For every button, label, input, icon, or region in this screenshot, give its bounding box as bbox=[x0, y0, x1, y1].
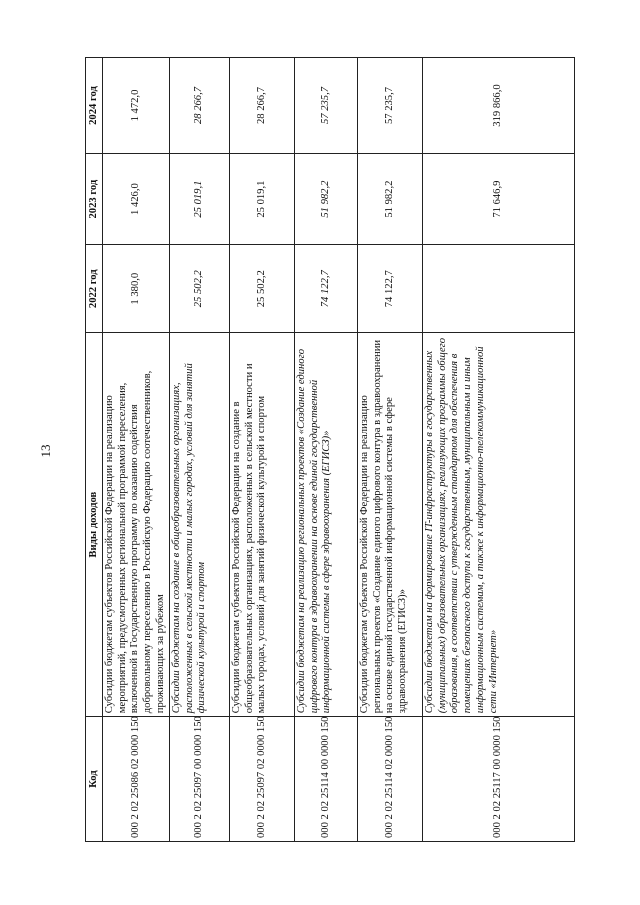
row-2023: 51 982,2 bbox=[295, 154, 358, 245]
row-name: Субсидии бюджетам субъектов Российской Федерации на реализацию региональных проектов «Создание единого цифрового контура в здравоохранении на основе единой государственной информационной системы в сфере здравоохранения (ЕГИСЗ)» bbox=[358, 333, 423, 717]
table-row bbox=[230, 58, 295, 842]
row-2022: 25 502,2 bbox=[230, 245, 295, 333]
row-2023: 1 426,0 bbox=[103, 154, 170, 245]
row-code: 000 2 02 25097 02 0000 150 bbox=[230, 717, 295, 842]
row-2023: 25 019,1 bbox=[230, 154, 295, 245]
row-name: Субсидии бюджетам субъектов Российской Федерации на реализацию мероприятий, предусмотренных региональной программой переселения, включенной в Государственную программу по оказанию содействия добровольному переселению в Российскую Федерацию соотечественников, проживающих за рубежом bbox=[103, 333, 170, 717]
row-code: 000 2 02 25114 00 0000 150 bbox=[295, 717, 358, 842]
row-2022: 25 502,2 bbox=[170, 245, 230, 333]
row-2024: 57 235,7 bbox=[358, 58, 423, 154]
table-row bbox=[358, 58, 423, 842]
row-2023: 25 019,1 bbox=[170, 154, 230, 245]
row-2024: 28 266,7 bbox=[170, 58, 230, 154]
table-header-row bbox=[86, 58, 103, 842]
row-code: 000 2 02 25097 00 0000 150 bbox=[170, 717, 230, 842]
header-name: Виды доходов bbox=[86, 333, 103, 717]
row-2022 bbox=[423, 245, 575, 333]
revenue-table bbox=[85, 57, 575, 842]
table-row bbox=[170, 58, 230, 842]
row-2023: 71 646,9 bbox=[423, 154, 575, 245]
row-2024: 28 266,7 bbox=[230, 58, 295, 154]
table-body bbox=[103, 58, 575, 842]
row-2023: 51 982,2 bbox=[358, 154, 423, 245]
row-name: Субсидии бюджетам на формирование IT-инфраструктуры в государственных (муниципальных) образовательных организациях, реализующих программы общего образования, в соответствии с утвержденным стандартом для обеспечения в помещениях безопасного доступа к государственным, муниципальным и иным информационным системам, а также к информационно-телекоммуникационной сети «Интернет» bbox=[423, 333, 575, 717]
table-rotated-container bbox=[85, 57, 575, 842]
row-code: 000 2 02 25117 00 0000 150 bbox=[423, 717, 575, 842]
row-code: 000 2 02 25086 02 0000 150 bbox=[103, 717, 170, 842]
row-code: 000 2 02 25114 02 0000 150 bbox=[358, 717, 423, 842]
row-2022: 74 122,7 bbox=[295, 245, 358, 333]
row-2024: 1 472,0 bbox=[103, 58, 170, 154]
row-2024: 57 235,7 bbox=[295, 58, 358, 154]
table-row bbox=[295, 58, 358, 842]
header-2022: 2022 год bbox=[86, 245, 103, 333]
row-name: Субсидии бюджетам субъектов Российской Федерации на создание в общеобразовательных организациях, расположенных в сельской местности и малых городах, условий для занятий физической культурой и спортом bbox=[230, 333, 295, 717]
row-2024: 319 866,0 bbox=[423, 58, 575, 154]
header-2024: 2024 год bbox=[86, 58, 103, 154]
header-code: Код bbox=[86, 717, 103, 842]
table-row bbox=[103, 58, 170, 842]
row-2022: 1 380,0 bbox=[103, 245, 170, 333]
header-2023: 2023 год bbox=[86, 154, 103, 245]
table-row bbox=[423, 58, 575, 842]
row-2022: 74 122,7 bbox=[358, 245, 423, 333]
row-name: Субсидии бюджетам на реализацию региональных проектов «Создание единого цифрового контура в здравоохранении на основе единой государственной информационной системы в сфере здравоохранения (ЕГИСЗ)» bbox=[295, 333, 358, 717]
page-number: 13 bbox=[38, 444, 53, 458]
row-name: Субсидии бюджетам на создание в общеобразовательных организациях, расположенных в сельской местности и малых городах, условий для занятий физической культурой и спортом bbox=[170, 333, 230, 717]
